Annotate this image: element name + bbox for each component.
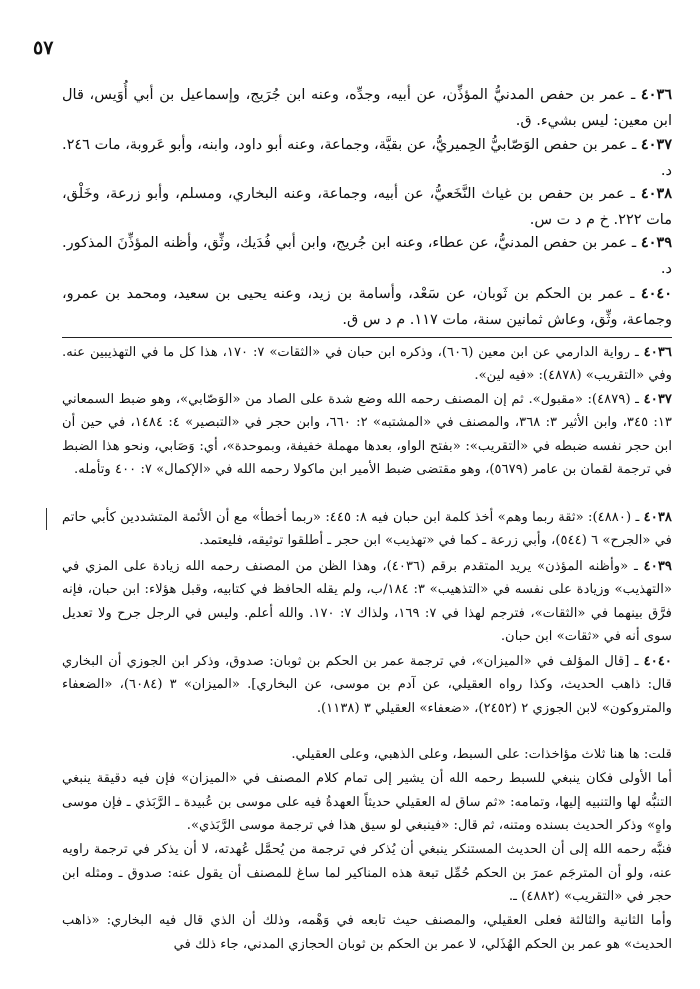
- paragraph-remark: قلت: ها هنا ثلاث مؤاخذات: على السبط، وعلى الذهبي، وعلى العقيلي.: [291, 747, 672, 762]
- entry-text: ـ عمر بن حفص بن غياث النَّخَعيُّ، عن أبيه، وجماعة، وعنه البخاري، ومسلم، وأبو زرعة، وخَلْق، مات ٢٢٢. خ م د ت س.: [62, 186, 672, 228]
- footnote-number: ٤٠٣٨: [643, 510, 673, 525]
- entry-4039: [62, 230, 672, 282]
- entry-number: ٤٠٣٦: [640, 86, 673, 103]
- entry-text: ـ عمر بن الحكم بن ثَوبان، عن سَعْد، وأسامة بن زيد، وعنه يحيى بن سعيد، ومحمد بن عمرو، وجماعة، وثِّق، وعاش ثمانين سنة، مات ١١٧. م د س ق.: [62, 286, 672, 328]
- margin-mark: [46, 508, 47, 530]
- footnote-number: ٤٠٤٠: [643, 654, 672, 669]
- footnote-4037: [62, 388, 672, 482]
- footnote-text: ـ (٤٨٧٩): «مقبول». ثم إن المصنف رحمه الله وضع شدة على الصاد من «الوَصّابي»، وهو ضبط السمعاني ١٣: ٣٤٥، وابن الأثير ٣: ٣٦٨، والمصنف في «المشتبه» ٢: ٦٦٠، وابن حجر في «التبصير» ٤: ١٤٨٤، في حين أن ابن حجر نفسه ضبطه في «التقريب»: «بفتح الواو، بعدها مهملة خفيفة، وبموحدة»، أي: وَصَابي، ونحو هذا الضبط في ترجمة لقمان بن عامر (٥٦٧٩)، وهو مقتضى ضبط الأمير ابن ماكولا رحمه الله في «الإكمال» ٧: ٤٠٠ وتأمله.: [62, 392, 672, 478]
- entry-4038: [62, 181, 672, 233]
- footnote-4040: [62, 650, 672, 720]
- entry-4037: [62, 132, 672, 184]
- page-number: ٥٧: [33, 37, 54, 59]
- footnote-text: ـ رواية الدارمي عن ابن معين (٦٠٦)، وذكره ابن حبان في «الثقات» ٧: ١٧٠، هذا كل ما في التهذيبين عنه. وفي «التقريب» (٤٨٧٨): «فيه لين».: [62, 345, 672, 384]
- entry-number: ٤٠٤٠: [640, 285, 672, 302]
- footnote-text: ـ (٤٨٨٠): «ثقة ربما وهم» أخذ كلمة ابن حبان فيه ٨: ٤٤٥: «ربما أخطأ» مع أن الأئمة المتشددين كأبي حاتم في «الجرح» ٦ (٥٤٤)، وأبي زرعة ـ كما في «تهذيب» ابن حجر ـ أطلقوا توثيقه، فليعتمد.: [62, 510, 672, 549]
- entry-4040: [62, 281, 672, 333]
- paragraph-first: أما الأولى فكان ينبغي للسبط رحمه الله أن يشير إلى تمام كلام المصنف في «الميزان» فإن فيه دقيقة ينبغي التنبُّه لها والتنبيه إليها، وتمامه: «ثم ساق له العقيلي حديثاً العهدةُ فيه على موسى بن عُبيدة ـ الرَّبَذي ـ فإن موسى واهٍ» وذكر الحديث بسنده ومتنه، ثم قال: «فينبغي لو سيق هذا في ترجمة موسى الرَّبَذي».: [62, 771, 672, 834]
- footnote-divider: [62, 337, 672, 338]
- footnote-text: ـ [قال المؤلف في «الميزان»، في ترجمة عمر بن الحكم بن ثوبان: صدوق، وذكر ابن الجوزي أن البخاري قال: ذاهب الحديث، وكذا رواه العقيلي، عن آدم بن موسى، عن البخاري]. «الميزان» ٣ (٦٠٨٤)، «الضعفاء والمتروكون» لابن الجوزي ٢ (٢٤٥٢)، «ضعفاء» العقيلي ٣ (١١٣٨).: [62, 654, 672, 716]
- footnote-text: ـ «وأظنه المؤذن» يريد المتقدم برقم (٤٠٣٦)، وهذا الظن من المصنف رحمه الله زيادة على المزي في «التهذيب» وزيادة على نفسه في «التذهيب» ٣: ١٨٤/ب، ولم يقله الحافظ في كتابيه، وقبل هؤلاء: ابن حبان، فإنه فرَّق بينهما في «الثقات»، فترجم لهذا في ٧: ١٦٩، ولذاك ٧: ١٧٠. والله أعلم. وليس في الرجل جرح ولا تعديل سوى أنه في «ثقات» ابن حبان.: [62, 559, 672, 645]
- entry-text: ـ عمر بن حفص المدنيُّ المؤذِّن، عن أبيه، وجدِّه، وعنه ابن جُرَيج، وإسماعيل بن أبي أُوَيس، قال ابن معين: ليس بشيء. ق.: [62, 87, 672, 129]
- entry-number: ٤٠٣٨: [640, 185, 673, 202]
- footnote-number: ٤٠٣٩: [643, 559, 672, 574]
- entry-number: ٤٠٣٧: [640, 136, 672, 153]
- entry-4036: [62, 82, 672, 134]
- footnote-4036: [62, 341, 672, 388]
- footnote-number: ٤٠٣٧: [643, 392, 673, 407]
- footnote-4039: [62, 555, 672, 649]
- footnote-number: ٤٠٣٦: [643, 345, 672, 360]
- paragraph-second: فنبَّه رحمه الله إلى أن الحديث المستنكر ينبغي أن يُذكر في ترجمة من يُحمَّل عُهدته، لا أن يذكر في ترجمة راويه عنه، ولو أن المترجَم عمرَ بن الحكم حُمِّل تبعة هذه المناكير لما ساغ للمصنف أن يقول عنه: صدوق ـ ومثله ابن حجر في «التقريب» (٤٨٨٢) ـ.: [62, 842, 672, 905]
- entry-number: ٤٠٣٩: [640, 234, 673, 251]
- entry-text: ـ عمر بن حفص الوَصّابيُّ الحِميريُّ، عن بقيَّة، وجماعة، وعنه أبو داود، وابنه، وأبو عَروبة، مات ٢٤٦. د.: [62, 137, 672, 179]
- footnote-4038: [62, 506, 672, 553]
- entry-text: ـ عمر بن حفص المدنيُّ، عن عطاء، وعنه ابن جُريج، وابن أبي فُدَيك، وثِّق، وأظنه المؤذِّنَ المذكور. د.: [62, 235, 672, 277]
- paragraph-third: وأما الثانية والثالثة فعلى العقيلي، والمصنف حيث تابعه في وَهْمه، وذلك أن الذي قال فيه البخاري: «ذاهب الحديث» هو عمر بن الحكم الهُذَلي، لا عمر بن الحكم بن ثوبان الحجازي المدني، جاء ذلك في: [62, 913, 672, 952]
